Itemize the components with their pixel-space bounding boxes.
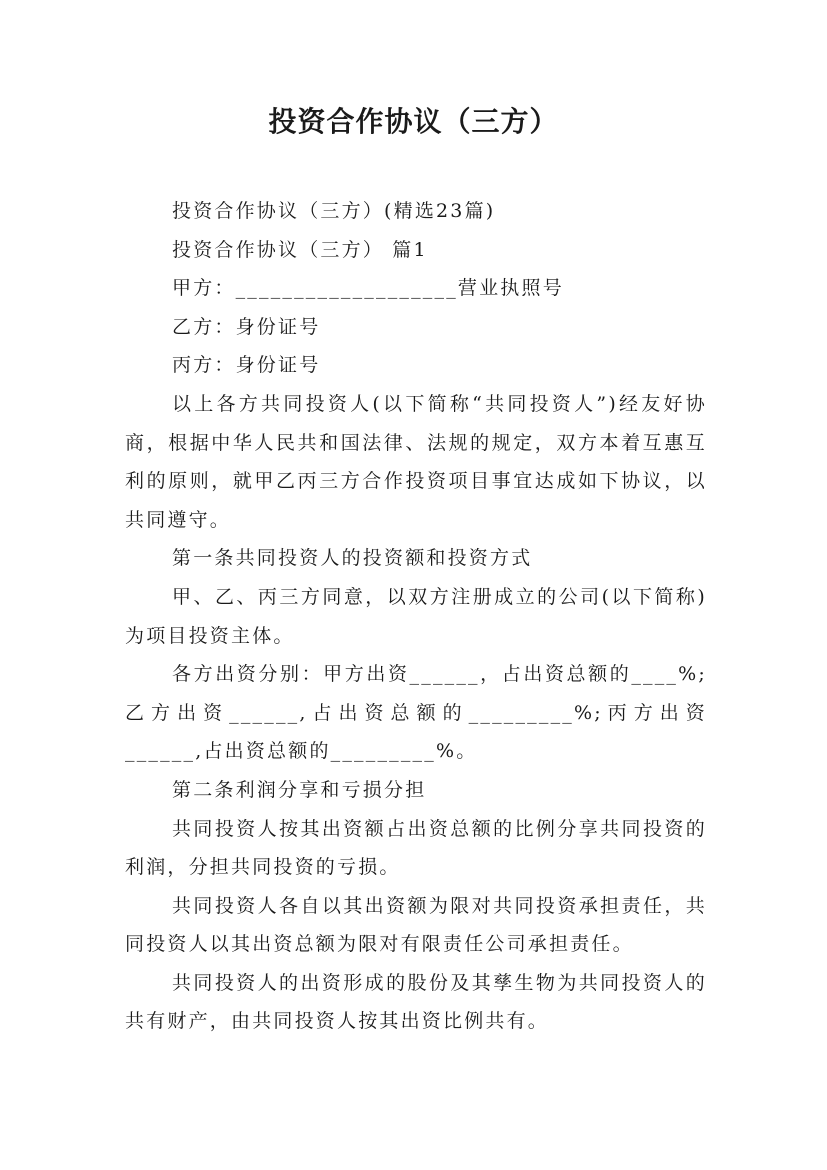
paragraph-party-b: 乙方：身份证号 [172, 315, 321, 338]
paragraph-article-1-contributions: 各方出资分别：甲方出资______，占出资总额的____%;乙方出资______,占出资总额的_________%;丙方出资______,占出资总额的_________%。 [125, 663, 707, 763]
paragraph-subtitle: 投资合作协议（三方）(精选23篇) [172, 200, 496, 222]
paragraph-party-c: 丙方：身份证号 [172, 354, 321, 377]
document-title: 投资合作协议（三方） [268, 105, 559, 138]
paragraph-article-2-heading: 第二条利润分享和亏损分担 [172, 778, 427, 801]
paragraph-article-2-liability: 共同投资人各自以其出资额为限对共同投资承担责任，共同投资人以其出资总额为限对有限责任公司承担责任。 [125, 894, 707, 956]
paragraph-article-1-entity: 甲、乙、丙三方同意，以双方注册成立的公司(以下简称)为项目投资主体。 [125, 585, 707, 647]
document-body [125, 192, 707, 1041]
paragraph-party-a: 甲方：___________________营业执照号 [172, 277, 564, 300]
paragraph-article-2-profit: 共同投资人按其出资额占出资总额的比例分享共同投资的利润，分担共同投资的亏损。 [125, 817, 707, 879]
paragraph-article-2-property: 共同投资人的出资形成的股份及其孳生物为共同投资人的共有财产，由共同投资人按其出资比例共有。 [125, 971, 707, 1033]
paragraph-article-1-heading: 第一条共同投资人的投资额和投资方式 [172, 547, 533, 570]
paragraph-preamble: 以上各方共同投资人(以下简称“共同投资人”)经友好协商，根据中华人民共和国法律、法规的规定，双方本着互惠互利的原则，就甲乙丙三方合作投资项目事宜达成如下协议，以共同遵守。 [125, 392, 707, 531]
paragraph-section-heading: 投资合作协议（三方） 篇1 [172, 238, 428, 261]
